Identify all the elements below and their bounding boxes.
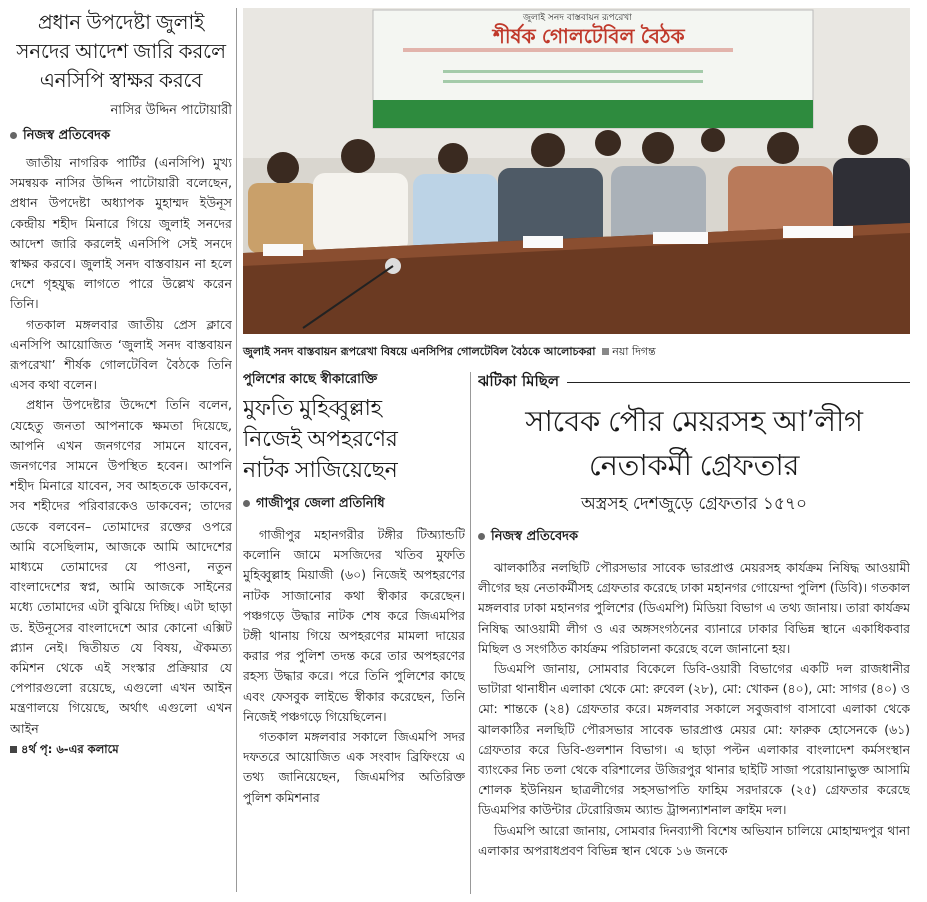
- photo-illustration: [243, 8, 910, 334]
- banner-top-text: জুলাই সনদ বাস্তবায়ন রূপরেখা: [523, 13, 632, 23]
- middle-kicker: পুলিশের কাছে স্বীকারোক্তি: [243, 372, 378, 387]
- paragraph: ঝালকাঠির নলছিটি পৌরসভার সাবেক ভারপ্রাপ্ত মেয়রসহ কার্যক্রম নিষিদ্ধ আওয়ামী লীগের ছয় নেতাকর্মীসহ গ্রেফতার করেছে ঢাকা মহানগর গোয়েন্দা পুলিশ (ডিবি)। গতকাল মঙ্গলবার ঢাকা মহানগর পুলিশের (ডিএমপি) মিডিয়া বিভাগ এ তথ্য জানায়। তারা কার্যক্রম নিষিদ্ধ আওয়ামী লীগ ও এর অঙ্গসংগঠনের ব্যানারে ঢাকার বিভিন্ন স্থানে একাধিকবার মিছিল ও সংগঠিত কার্যক্রম পরিচালনা করেছে বলে জানানো হয়।: [478, 560, 910, 656]
- middle-headline-line: নাটক সাজিয়েছেন: [243, 458, 398, 483]
- right-headline-line: সাবেক পৌর মেয়রসহ আ’লীগ: [525, 404, 863, 438]
- kicker-rule: [567, 382, 910, 383]
- photo-caption: [243, 343, 910, 362]
- paragraph: ডিএমপি আরো জানায়, সোমবার দিনব্যাপী বিশেষ অভিযান চালিয়ে মোহাম্মদপুর থানা এলাকার অপরাধপ্রবণ বিভিন্ন স্থান থেকে ১৬ জনকে: [478, 822, 910, 858]
- left-article: [10, 8, 232, 898]
- continue-text: ৪র্থ পৃ: ৬-এর কলামে: [21, 741, 119, 756]
- continue-note: [10, 741, 232, 760]
- paragraph: গাজীপুর মহানগরীর টঙ্গীর টিঅ্যান্ডটি কলোনি জামে মসজিদের খতিব মুফতি মুহিব্বুল্লাহ মিয়াজী (৬০) নিজেই অপহরণের নাটক সাজানোর কথা স্বীকার করেছেন। পঞ্চগড়ে উদ্ধার নাটক শেষ করে জিএমপির টঙ্গী থানায় গিয়ে অপহরণের মামলা দায়ের করার পর পুলিশ তদন্ত করে তার অপহরণের রহস্য উদ্ধার করে। পরে তিনি পুলিশের কাছে এবং ফেসবুক লাইভে স্বীকার করেছেন, তিনি নিজেই পঞ্চগড়ে গিয়েছিলেন।: [243, 527, 465, 724]
- paragraph: গতকাল মঙ্গলবার সকালে জিএমপি সদর দফতরে আয়োজিত এক সংবাদ ব্রিফিংয়ে এ তথ্য জানিয়েছেন, জিএমপির অতিরিক্ত পুলিশ কমিশনার: [243, 729, 465, 805]
- right-byline-text: নিজস্ব প্রতিবেদক: [491, 529, 579, 544]
- middle-body: [243, 525, 465, 808]
- square-icon: [602, 348, 609, 355]
- paragraph: ডিএমপি জানায়, সোমবার বিকেলে ডিবি-ওয়ারী বিভাগের একটি দল রাজধানীর ভাটারা থানাধীন এলাকা থেকে মো: রুবেল (২৮), মো: খোকন (৪০), মো: সাগর (৪০) ও মো: শান্তকে (২৪) গ্রেফতার করে। মঙ্গলবার সকালে সবুজবাগ বাসাবো এলাকা থেকে ঝালকাঠির নলছিটি পৌরসভার সাবেক ভারপ্রাপ্ত মেয়র মো: ফারুক হোসেনকে (৬১) গ্রেফতার করে ডিবি-গুলশান বিভাগ। এ ছাড়া পল্টন এলাকার বাংলাদেশ কর্মসংস্থান ব্যাংকের নিচ তলা থেকে বরিশালের উজিরপুর থানার ছাইটি সাজা পরোয়ানাভুক্ত আসামি শোলক ইউনিয়ন ছাত্রলীগের সহসভাপতি ফাহিম সরদারকে (২৫) গ্রেফতার করেছে ডিএমপির কাউন্টার টেরোরিজম অ্যান্ড ট্রান্সন্যাশনাল ক্রাইম দল।: [478, 661, 910, 818]
- middle-byline: [243, 494, 465, 515]
- right-subhead: অস্ত্রসহ দেশজুড়ে গ্রেফতার ১৫৭০: [580, 494, 808, 514]
- left-headline-line: এনসিপি স্বাক্ষর করবে: [39, 68, 203, 92]
- right-article: [478, 370, 910, 900]
- banner-main-text: শীর্ষক গোলটেবিল বৈঠক: [493, 24, 685, 48]
- left-headline-line: প্রধান উপদেষ্টা জুলাই: [37, 10, 205, 34]
- middle-headline-line: নিজেই অপহরণের: [243, 427, 398, 452]
- left-headline: [10, 8, 232, 95]
- paragraph: প্রধান উপদেষ্টার উদ্দেশে তিনি বলেন, যেহেতু জনতা আপনাকে ক্ষমতা দিয়েছে, আপনি এখন জনগণের সামনে যাবেন, জনগণের সামনে উপস্থিত হবেন। আপনি শহীদ মিনারে যাবেন, সব আহতকে ডাকবেন, সব শহীদের পরিবারকেও ডাকবেন; তাদের ডেকে বলবেন– তোমাদের রক্তের ওপরে আমি বসেছিলাম, আজকে আমি আদেশের মাধ্যমে তোমাদের যে পাওনা, নতুন বাংলাদেশের স্বপ্ন, আমি আজকে সাইনের মধ্যে তোমাদের এটা বুঝিয়ে দিচ্ছি। এটা ছাড়া ড. ইউনূসের বাংলাদেশে আর কোনো এক্সিট প্ল্যান নেই। দ্বিতীয়ত যে বিষয়, ঐকমত্য কমিশন থেকে এই সংস্কার প্রক্রিয়ার যে পেপারগুলো রয়েছে, এগুলো এখন আইন মন্ত্রণালয়ে গিয়েছে, অর্থাৎ এগুলো এখন আইন: [10, 397, 232, 736]
- caption-text: জুলাই সনদ বাস্তবায়ন রূপরেখা বিষয়ে এনসিপির গোলটেবিল বৈঠকে আলোচকরা: [243, 345, 596, 358]
- paragraph: জাতীয় নাগরিক পার্টির (এনসিপি) মুখ্য সমন্বয়ক নাসির উদ্দিন পাটোয়ারী বলেছেন, প্রধান উপদেষ্টা অধ্যাপক মুহাম্মদ ইউনূস কেন্দ্রীয় শহীদ মিনারে গিয়ে জুলাই সনদের আদেশ জারি করলেই এনসিপি সেই সনদে স্বাক্ষর করবে। জুলাই সনদ বাস্তবায়ন না হলে দেশে গৃহযুদ্ধ লাগতে পারে উল্লেখ করেন তিনি।: [10, 155, 232, 312]
- column-divider: [236, 8, 237, 892]
- column-divider: [470, 372, 471, 894]
- middle-headline-line: মুফতি মুহিব্বুল্লাহ: [243, 396, 382, 421]
- bullet-icon: [10, 132, 17, 139]
- right-headline: [478, 399, 910, 487]
- right-body: [478, 558, 910, 861]
- bullet-icon: [478, 533, 485, 540]
- paragraph: গতকাল মঙ্গলবার জাতীয় প্রেস ক্লাবে এনসিপি আয়োজিত ‘জুলাই সনদ বাস্তবায়ন রূপরেখা’ শীর্ষক গোলটেবিল বৈঠকে তিনি এসব কথা বলেন।: [10, 316, 232, 393]
- left-headline-line: সনদের আদেশ জারি করলে: [16, 39, 226, 63]
- right-byline: [478, 527, 910, 548]
- right-headline-line: নেতাকর্মী গ্রেফতার: [588, 448, 800, 482]
- middle-article: [243, 370, 465, 900]
- left-author: নাসির উদ্দিন পাটোয়ারী: [110, 103, 232, 118]
- right-kicker-row: [478, 370, 910, 395]
- roundtable-photo: [243, 8, 910, 334]
- bullet-icon: [243, 500, 250, 507]
- middle-headline: [243, 393, 465, 486]
- right-kicker: ঝটিকা মিছিল: [478, 372, 560, 390]
- left-body: [10, 153, 232, 739]
- middle-byline-text: গাজীপুর জেলা প্রতিনিধি: [256, 496, 385, 511]
- left-byline: [10, 126, 232, 147]
- left-byline-text: নিজস্ব প্রতিবেদক: [23, 128, 111, 143]
- photo-credit: নয়া দিগন্ত: [612, 345, 656, 358]
- square-icon: [10, 746, 17, 753]
